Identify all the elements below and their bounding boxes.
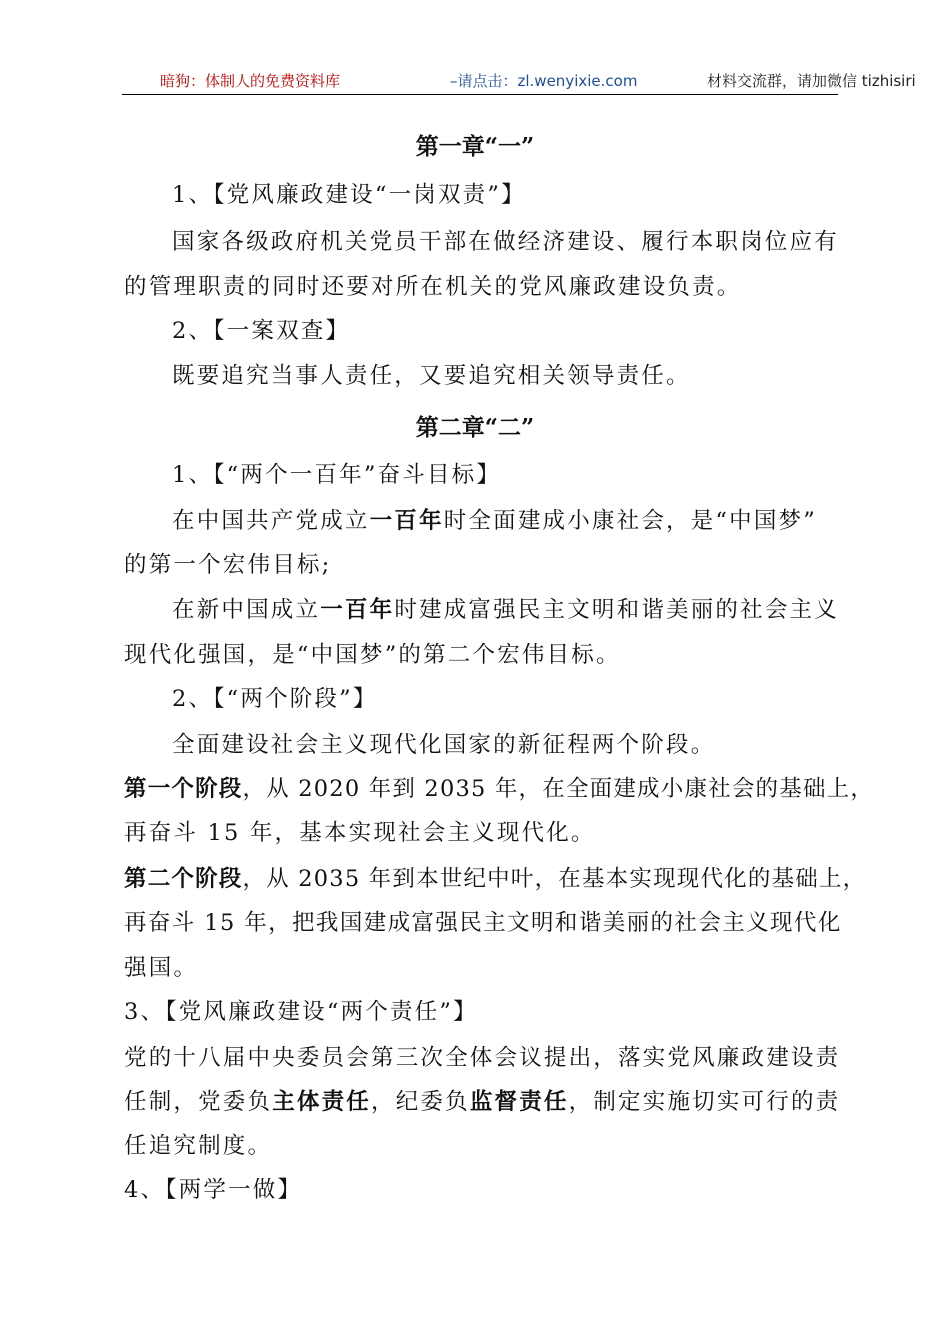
ch1-item1-line1: 国家各级政府机关党员干部在做经济建设、履行本职岗位应有 xyxy=(172,229,839,255)
ch2-stage2-line3: 强国。 xyxy=(124,955,199,981)
ch2-p3: 全面建设社会主义现代化国家的新征程两个阶段。 xyxy=(172,732,716,758)
chapter-1-title: 第一章“一” xyxy=(415,133,535,160)
ch2-item4-title: 4、【两学一做】 xyxy=(124,1177,303,1203)
ch2-p2-line2: 现代化强国，是“中国梦”的第二个宏伟目标。 xyxy=(124,642,621,668)
ch1-item1-line2: 的管理职责的同时还要对所在机关的党风廉政建设负责。 xyxy=(124,274,742,300)
chapter-2-title: 第二章“二” xyxy=(415,414,535,441)
ch2-p4-line3: 任追究制度。 xyxy=(124,1133,273,1159)
header-contact: 材料交流群，请加微信 tizhisiri xyxy=(707,72,916,90)
ch2-stage2-line2: 再奋斗 15 年，把我国建成富强民主文明和谐美丽的社会主义现代化 xyxy=(124,910,842,936)
ch2-p1-line2: 的第一个宏伟目标; xyxy=(124,552,332,578)
header-link[interactable]: –请点击：zl.wenyixie.com xyxy=(450,72,638,90)
ch1-item1-title: 1、【党风廉政建设“一岗双责”】 xyxy=(172,182,526,208)
ch2-p4-line1: 党的十八届中央委员会第三次全体会议提出，落实党风廉政建设责 xyxy=(124,1045,841,1071)
ch2-item3-title: 3、【党风廉政建设“两个责任”】 xyxy=(124,999,478,1025)
ch1-item2-line1: 既要追究当事人责任，又要追究相关领导责任。 xyxy=(172,363,691,389)
ch2-stage2-line1: 第二个阶段，从 2035 年到本世纪中叶，在基本实现现代化的基础上， xyxy=(124,866,867,892)
ch2-stage1-line2: 再奋斗 15 年，基本实现社会主义现代化。 xyxy=(124,820,596,846)
page-header xyxy=(122,70,916,95)
ch2-p2-line1: 在新中国成立一百年时建成富强民主文明和谐美丽的社会主义 xyxy=(172,597,839,623)
header-site-name: 暗狗：体制人的免费资料库 xyxy=(160,72,341,90)
ch2-stage1-line1: 第一个阶段，从 2020 年到 2035 年，在全面建成小康社会的基础上， xyxy=(124,776,875,802)
ch2-item2-title: 2、【“两个阶段”】 xyxy=(172,686,378,712)
ch2-p1-line1: 在中国共产党成立一百年时全面建成小康社会，是“中国梦” xyxy=(172,508,817,534)
ch1-item2-title: 2、【一案双查】 xyxy=(172,318,351,344)
ch2-item1-title: 1、【“两个一百年”奋斗目标】 xyxy=(172,462,502,488)
ch2-p4-line2: 任制，党委负主体责任，纪委负监督责任，制定实施切实可行的责 xyxy=(124,1089,841,1115)
